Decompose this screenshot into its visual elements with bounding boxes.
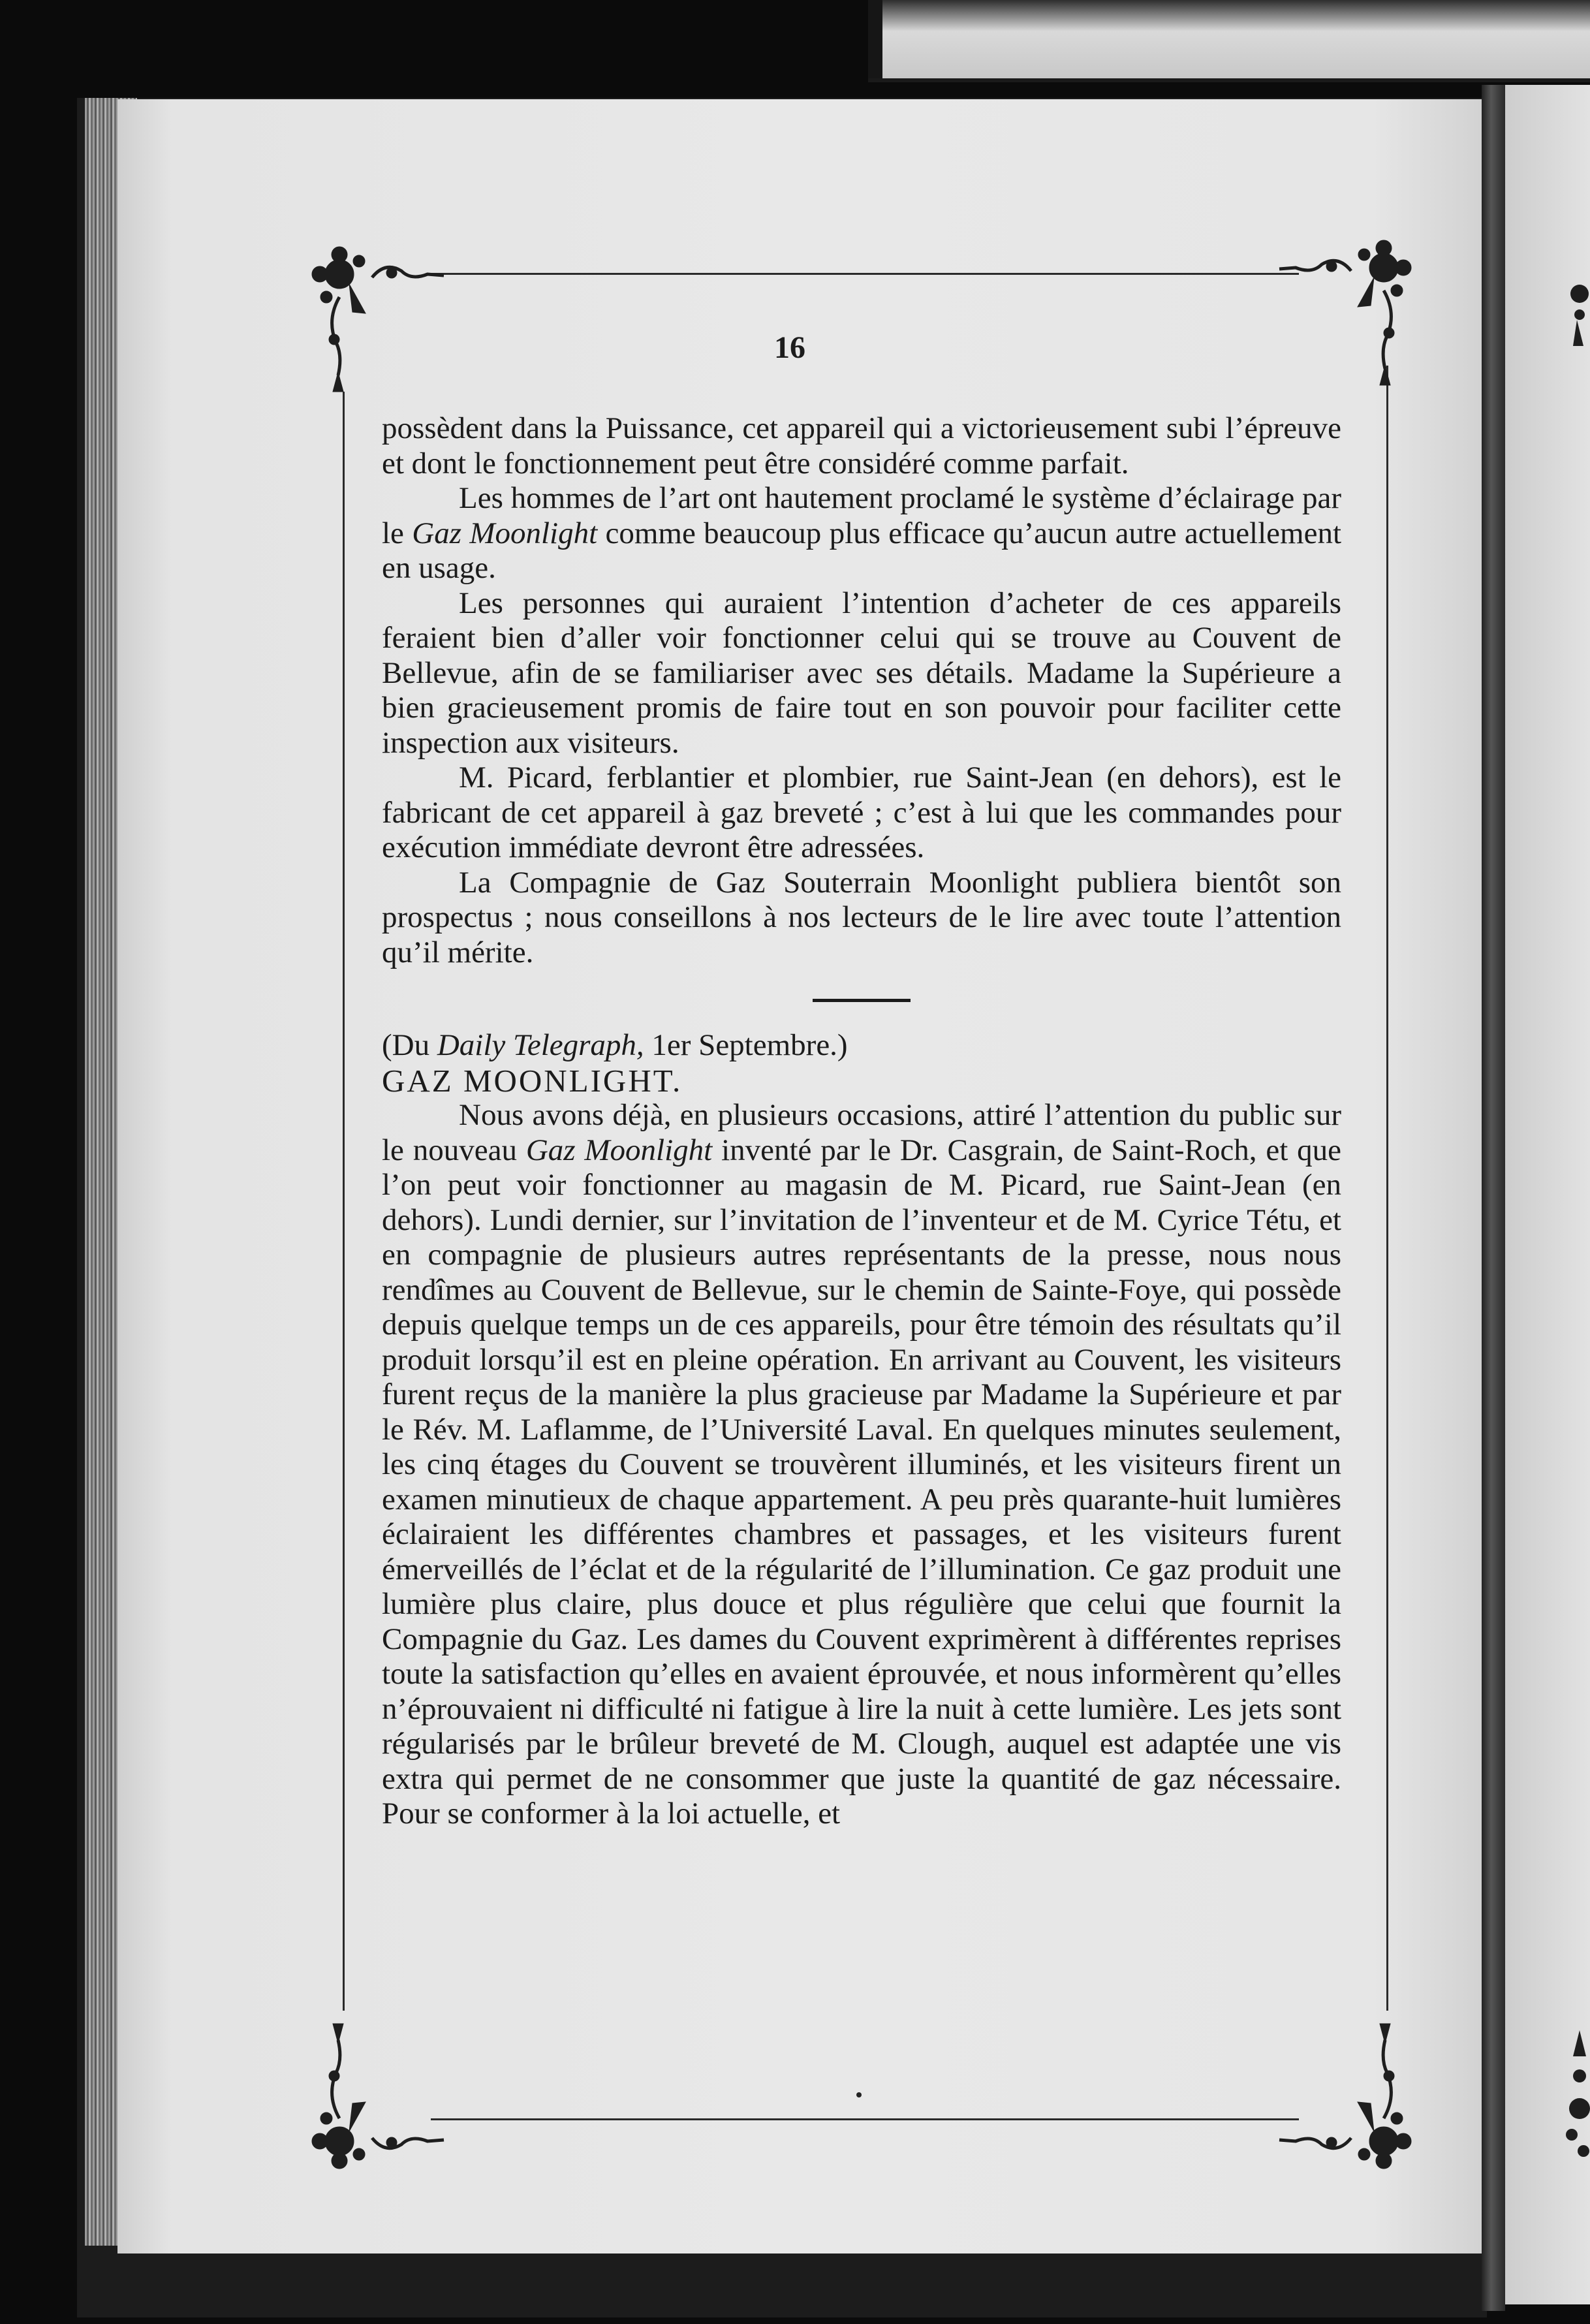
fleuron-ornament-icon	[1266, 2011, 1436, 2180]
paragraph: Les personnes qui auraient l’intention d’acheter de ces appareils feraient bien d’aller voir fonctionner celui qui se trouve au Couvent de Bellevue, afin de se familiariser avec ses détails. Madame la Supérieure a bien gracieusement promis de faire tout en son pouvoir pour faciliter cette inspection aux visiteurs.	[382, 586, 1341, 760]
section-divider	[813, 999, 911, 1002]
facing-page-edge	[1505, 85, 1590, 2304]
text-block	[382, 411, 1341, 1832]
fleuron-ornament-icon	[287, 235, 457, 405]
source-line: (Du Daily Telegraph, 1er Septembre.)	[382, 1028, 848, 1062]
fleuron-ornament-icon	[1553, 274, 1590, 353]
article-heading: GAZ MOONLIGHT.	[382, 1062, 683, 1099]
paragraph: M. Picard, ferblantier et plombier, rue Saint-Jean (en dehors), est le fabricant de cet appareil à gaz breveté ; c’est à lui que les commandes pour exécution immédiate devront être adressées.	[382, 761, 1341, 864]
article-paragraph: Nous avons déjà, en plusieurs occasions, attiré l’attention du public sur le nouveau Gaz Moonlight inventé par le Dr. Casgrain, de Saint-Roch, et que l’on peut voir fonctionner au magasin de M. Picard, rue Saint-Jean (en dehors). Lundi dernier, sur l’invitation de l’inventeur et de M. Cyrice Tétu, et en compagnie de plusieurs autres représentants de la presse, nous nous rendîmes au Couvent de Bellevue, sur le chemin de Sainte-Foye, qui possède depuis quelque temps un de ces appareils, pour être témoin des résultats qu’il produit lorsqu’il est en pleine opération. En arrivant au Couvent, les visiteurs furent reçus de la manière la plus gracieuse par Madame la Supérieure et par le Rév. M. Laflamme, de l’Université Laval. En quelques minutes seulement, les cinq étages du Couvent se trouvèrent illuminés, et les visiteurs firent un examen minutieux de chaque appartement. A peu près quarante-huit lumières éclairaient les différentes chambres et passages, et les visiteurs furent émerveillés de l’éclat et de la régularité de l’illumination. Ce gaz produit une lumière plus claire, plus douce et plus régulière que celui que fournit la Compagnie du Gaz. Les dames du Couvent exprimèrent à différentes reprises toute la satisfaction qu’elles en avaient éprouvée, et nous informèrent qu’elles n’éprouvaient ni difficulté ni fatigue à lire la nuit à cette lumière. Les jets sont régularisés par le brûleur breveté de M. Clough, auquel est adaptée une vis extra qui permet de ne consommer que juste la quantité de gaz nécessaire. Pour se conformer à la loi actuelle, et	[382, 1098, 1341, 1830]
book-gutter	[1482, 85, 1505, 2311]
fleuron-ornament-icon	[1266, 228, 1436, 398]
paragraph: La Compagnie de Gaz Souterrain Moonlight publiera bientôt son prospectus ; nous conseillons à nos lecteurs de le lire avec toute l’attention qu’il mérite.	[382, 865, 1341, 969]
fleuron-ornament-icon	[287, 2011, 457, 2180]
ink-speck	[856, 2092, 862, 2097]
frame-bottom-line	[431, 2118, 1299, 2120]
paragraph: possèdent dans la Puissance, cet appareil qui a victorieusement subi l’épreuve et dont le fonctionnement peut être considéré comme parfait.	[382, 411, 1341, 480]
adjacent-volume-top	[868, 0, 1590, 82]
page-number: 16	[774, 330, 805, 365]
paragraph: Les hommes de l’art ont hautement proclamé le système d’éclairage par le Gaz Moonlight comme beaucoup plus efficace qu’aucun autre actuellement en usage.	[382, 481, 1342, 585]
fleuron-ornament-icon	[1553, 2024, 1590, 2167]
frame-left-line	[343, 392, 345, 2011]
frame-top-line	[431, 273, 1299, 275]
adjacent-volume-edge	[868, 0, 882, 78]
frame-right-line	[1386, 366, 1388, 2011]
